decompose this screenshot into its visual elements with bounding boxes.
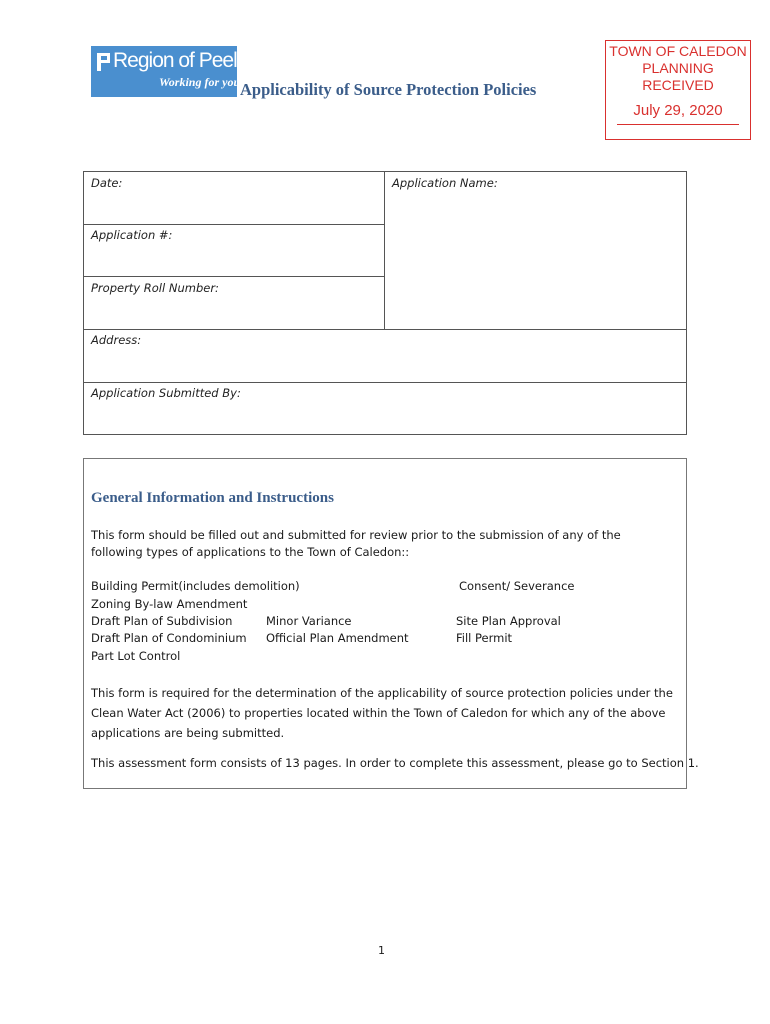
peel-logo-icon: [97, 53, 111, 71]
page-number: 1: [378, 944, 385, 957]
table-divider: [84, 382, 687, 383]
stamp-line-3: RECEIVED: [642, 77, 714, 93]
section-heading: General Information and Instructions: [91, 490, 334, 506]
requirement-paragraph: This form is required for the determination of the applicability of source protection policies under the Clean Water Act (2006) to properties located within the Town of Caledon for which any of the above applications are being submitted.: [91, 686, 673, 740]
pages-note: This assessment form consists of 13 pages. In order to complete this assessment, please go to Section 1.: [91, 756, 699, 770]
intro-paragraph: This form should be filled out and submitted for review prior to the submission of any of the following types of applications to the Town of Caledon::: [91, 528, 621, 559]
address-label: Address:: [91, 333, 142, 347]
table-divider: [84, 329, 687, 330]
logo-tagline: Working for you: [159, 75, 241, 89]
table-divider: [84, 276, 385, 277]
stamp-date: July 29, 2020: [633, 102, 723, 119]
application-number-label: Application #:: [91, 228, 173, 242]
date-field[interactable]: [84, 172, 385, 224]
stamp-line-1: TOWN OF CALEDON: [609, 43, 747, 59]
submitted-by-field[interactable]: [84, 382, 687, 435]
property-roll-number-field[interactable]: [84, 277, 385, 329]
application-type: Consent/ Severance: [459, 579, 575, 593]
region-of-peel-logo: [91, 46, 241, 97]
document-title: Applicability of Source Protection Policies: [240, 80, 537, 99]
stamp-underline: [617, 124, 739, 125]
application-type: Site Plan Approval: [456, 614, 561, 628]
application-type: Zoning By-law Amendment: [91, 597, 248, 611]
logo-name: Region of Peel: [113, 49, 237, 72]
application-type: Building Permit(includes demolition): [91, 579, 300, 593]
address-field[interactable]: [84, 329, 687, 382]
application-type: Part Lot Control: [91, 649, 181, 663]
date-label: Date:: [91, 176, 123, 190]
submitted-by-label: Application Submitted By:: [91, 386, 241, 400]
application-name-label: Application Name:: [392, 176, 498, 190]
table-divider: [384, 172, 385, 329]
received-stamp: [605, 40, 751, 140]
application-info-table: [83, 171, 687, 435]
application-type: Draft Plan of Condominium: [91, 631, 247, 645]
general-information-section: [83, 458, 699, 789]
application-type: Draft Plan of Subdivision: [91, 614, 233, 628]
application-type: Official Plan Amendment: [266, 631, 409, 645]
application-type: Fill Permit: [456, 631, 513, 645]
stamp-line-2: PLANNING: [642, 60, 714, 76]
application-number-field[interactable]: [84, 224, 385, 277]
application-name-field[interactable]: [385, 172, 687, 329]
property-roll-number-label: Property Roll Number:: [91, 281, 219, 295]
table-divider: [84, 224, 385, 225]
application-type: Minor Variance: [266, 614, 352, 628]
